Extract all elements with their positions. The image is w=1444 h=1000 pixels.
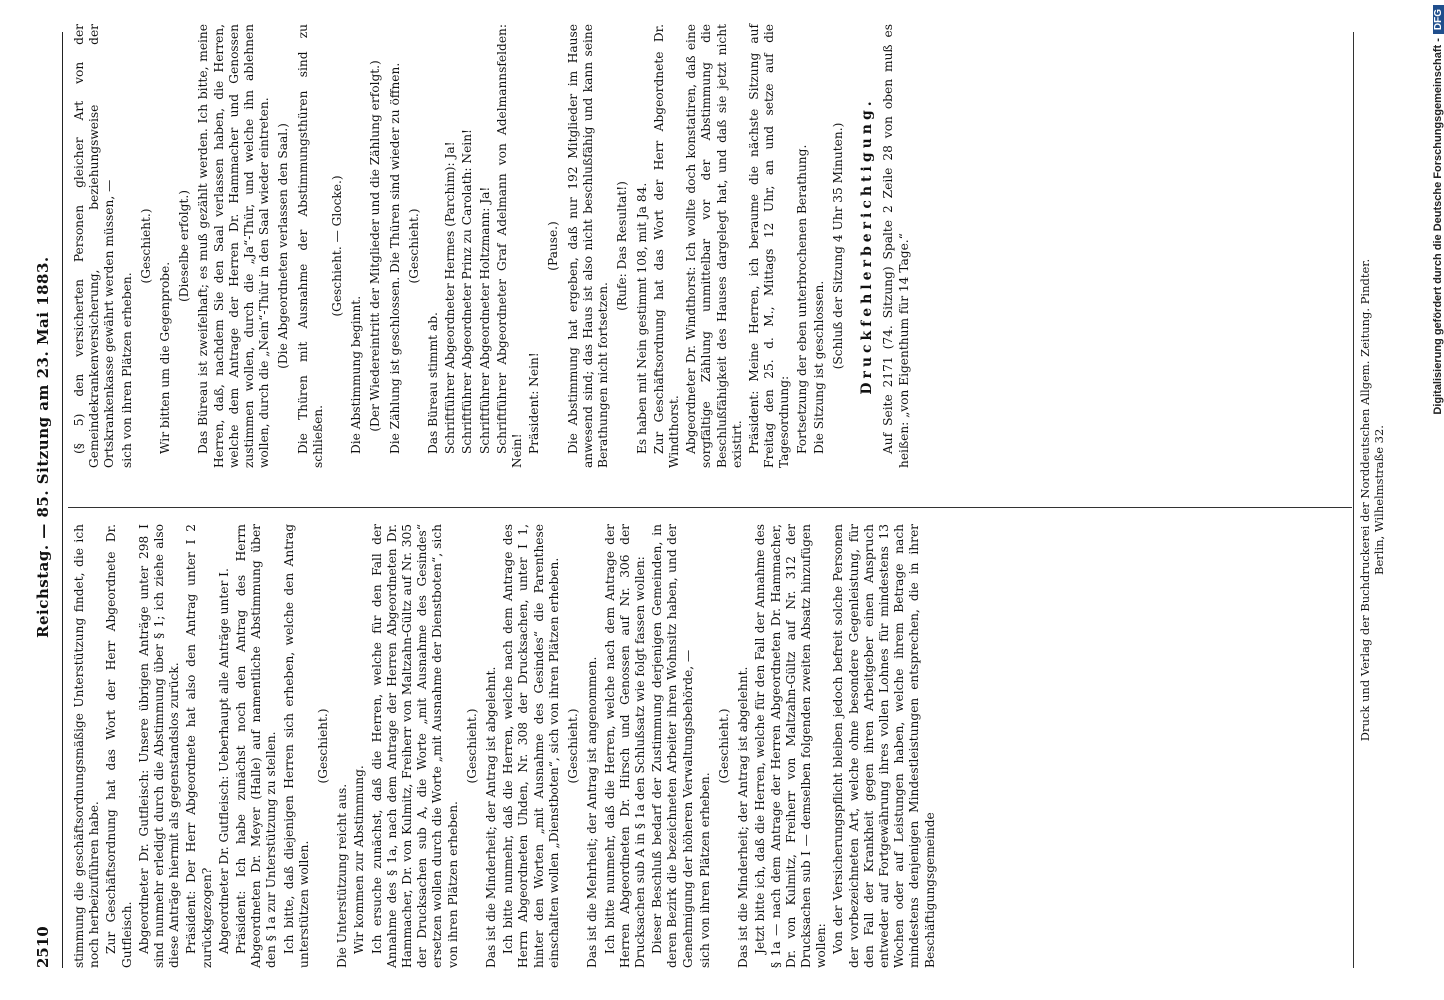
paragraph: Wir kommen zur Abstimmung. bbox=[352, 765, 367, 954]
paragraph: Präsident: Nein! bbox=[527, 352, 542, 454]
dfg-logo: DFG bbox=[1433, 5, 1444, 34]
paragraph: Die Thüren mit Ausnahme der Abstimmungsthüren sind zu schließen. bbox=[295, 24, 325, 468]
paragraph: Zur Geschäftsordnung hat das Wort der Herr Abgeordnete Dr. Windthorst. bbox=[651, 24, 681, 468]
stage-direction: (Geschieht.) bbox=[566, 708, 581, 784]
stage-direction: (Geschieht.) bbox=[716, 708, 731, 784]
paragraph: sich von ihren Plätzen erheben. bbox=[697, 772, 712, 968]
paragraph: Präsident: Meine Herren, ich beraume die nächste Sitzung auf Freitag den 25. d. M., Mittags 12 Uhr, an und setze auf die Tagesordnung: bbox=[746, 24, 792, 468]
printer-imprint bbox=[1353, 32, 1386, 968]
paragraph: (§ 5) den versicherten Personen gleicher Art von der Gemeindekrankenversicherung, beziehungsweise der Ortskrankenkasse gewährt werden müssen, — bbox=[72, 24, 117, 468]
imprint-line-1: Druck und Verlag der Buchdruckerei der Norddeutschen Allgem. Zeitung. Pindter. bbox=[1358, 258, 1372, 742]
paragraph: Schriftführer Abgeordneter Hermes (Parchim): Ja! bbox=[443, 141, 458, 454]
paragraph: Die Zählung ist geschlossen. Die Thüren sind wieder zu öffnen. bbox=[387, 62, 402, 454]
page-header bbox=[34, 32, 60, 968]
stage-direction: (Dieselbe erfolgt.) bbox=[177, 190, 192, 303]
header-rule bbox=[62, 32, 63, 968]
paragraph: Präsident: Ich habe zunächst noch den Antrag des Herrn Abgeordneten Dr. Meyer (Halle) auf namentliche Abstimmung über den § 1a zur Unterstützung zu stellen. bbox=[234, 524, 279, 968]
paragraph: stimmung die geschäftsordnungsmäßige Unterstützung findet, die ich noch herbeizuführen habe. bbox=[72, 524, 102, 968]
section-heading: Druckfehlerberichtigung. bbox=[859, 97, 876, 395]
page-number: 2510 bbox=[34, 926, 52, 968]
paragraph: Abgeordneter Dr. Windthorst: Ich wollte doch konstatiren, daß eine sorgfältige Zählung unmittelbar vor der Abstimmung die Beschlußfähigkeit des Hauses dargelegt hat, und daß sie jetzt nicht existirt. bbox=[684, 24, 744, 468]
stage-direction: (Der Wiedereintritt der Mitglieder und die Zählung erfolgt.) bbox=[368, 60, 383, 432]
paragraph: Zur Geschäftsordnung hat das Wort der Herr Abgeordnete Dr. Gutfleisch. bbox=[104, 524, 134, 968]
paragraph: Es haben mit Nein gestimmt 108, mit Ja 84. bbox=[634, 182, 649, 454]
column-separator bbox=[68, 507, 1352, 508]
paragraph: Schriftführer Abgeordneter Prinz zu Carolath: Nein! bbox=[460, 129, 475, 454]
paragraph: Ich bitte nunmehr, daß die Herren, welche nach dem Antrage der Herren Abgeordneten Dr. Hirsch und Genossen auf Nr. 306 der Drucksachen sub A in § 1a den Schlußsatz wie folgt fassen wollen: bbox=[602, 524, 647, 968]
paragraph: sich von ihren Plätzen erheben. bbox=[119, 272, 134, 468]
paragraph: Abgeordneter Dr. Gutfleisch: Ueberhaupt alle Anträge unter I. bbox=[216, 568, 231, 954]
paragraph: Dieser Beschluß bedarf der Zustimmung derjenigen Gemeinden, in deren Bezirk die bezeichneten Arbeiter ihren Wohnsitz haben, und der Genehmigung der höheren Verwaltungsbehörde, — bbox=[650, 524, 695, 968]
digitization-note-text bbox=[1432, 5, 1444, 995]
paragraph: Die Sitzung ist geschlossen. bbox=[811, 280, 826, 454]
paragraph: Das ist die Minderheit; der Antrag ist abgelehnt. bbox=[736, 666, 751, 968]
stage-direction: (Geschieht.) bbox=[464, 708, 479, 784]
paragraph: Schriftführer Abgeordneter Holtzmann: Ja! bbox=[477, 186, 492, 454]
funding-text: Digitalisierung gefördert durch die Deutsche Forschungsgemeinschaft - bbox=[1432, 38, 1444, 415]
paragraph: Die Abstimmung beginnt. bbox=[349, 295, 364, 454]
stage-direction: (Geschieht. — Glocke.) bbox=[330, 175, 345, 317]
paragraph: Abgeordneter Dr. Gutfleisch: Unsere übrigen Anträge unter 298 I sind nunmehr erledigt durch die Abstimmung über § 1; ich ziehe also diese Anträge hiermit als gegenstandslos zurück. bbox=[136, 524, 182, 968]
stage-direction: (Schluß der Sitzung 4 Uhr 35 Minuten.) bbox=[830, 122, 845, 370]
imprint-line-2: Berlin, Wilhelmstraße 32. bbox=[1372, 425, 1386, 575]
digitization-note bbox=[1406, 0, 1444, 1000]
document-page bbox=[8, 6, 1392, 994]
paragraph: Die Unterstützung reicht aus. bbox=[335, 783, 350, 968]
paragraph: Schriftführer Abgeordneter Graf Adelmann von Adelmannsfelden: Nein! bbox=[494, 24, 525, 468]
stage-direction: (Rufe: Das Resultat!) bbox=[615, 181, 630, 311]
left-column bbox=[72, 524, 940, 968]
paragraph: Fortsetzung der eben unterbrochenen Berathung. bbox=[794, 144, 809, 454]
stage-direction: (Geschieht.) bbox=[138, 208, 153, 284]
paragraph: Auf Seite 2171 (74. Sitzung) Spalte 2 Zeile 28 von oben muß es heißen: „von Eigenthum für 14 Tage.“ bbox=[881, 24, 911, 468]
stage-direction: (Geschieht.) bbox=[316, 708, 331, 784]
paragraph: Ich ersuche zunächst, daß die Herren, welche für den Fall der Annahme des § 1a, nach dem Antrage der Herren Abgeordneten Dr. Hammacher, Dr. von Kulmitz, Freiherr von Maltzahn-Gültz auf Nr. 305 der Drucksachen sub A, die Worte „mit Ausnahme des Gesindes“ ersetzen wollen durch die Worte „mit Ausnahme der Dienstboten“, sich von ihren Plätzen erheben. bbox=[369, 524, 460, 968]
paragraph: Wir bitten um die Gegenprobe. bbox=[158, 261, 173, 454]
stage-direction: (Geschieht.) bbox=[406, 208, 421, 284]
stage-direction: (Die Abgeordneten verlassen den Saal.) bbox=[276, 123, 291, 369]
stage-direction: (Pause.) bbox=[546, 221, 561, 271]
paragraph: Präsident: Der Herr Abgeordnete hat also den Antrag unter I 2 zurückgezogen? bbox=[184, 524, 214, 968]
right-column bbox=[72, 24, 914, 468]
paragraph: Das Büreau ist zweifelhaft; es muß gezählt werden. Ich bitte, meine Herren, daß, nachdem Sie den Saal verlassen haben, die Herren, welche dem Antrage der Herren Dr. Hammacher und Genossen zustimmen wollen, durch die „Ja“-Thür, und welche ihn ablehnen wollen, durch die „Nein“-Thür in den Saal wieder eintreten. bbox=[196, 24, 272, 468]
paragraph: Die Abstimmung hat ergeben, daß nur 192 Mitglieder im Hause anwesend sind; das Haus ist also nicht beschlußfähig und kann seine Berathungen nicht fortsetzen. bbox=[565, 24, 611, 468]
paragraph: Das Büreau stimmt ab. bbox=[426, 312, 441, 454]
paragraph: Das ist die Minderheit; der Antrag ist abgelehnt. bbox=[484, 666, 499, 968]
paragraph: Jetzt bitte ich, daß die Herren, welche für den Fall der Annahme des § 1a — nach dem Antrage der Herren Abgeordneten Dr. Hammacher, Dr. von Kulmitz, Freiherr von Maltzahn-Gültz auf Nr. 312 der Drucksachen sub I — demselben folgenden zweiten Absatz hinzufügen wollen: bbox=[753, 524, 829, 968]
paragraph: Von der Versicherungspflicht bleiben jedoch befreit solche Personen der vorbezeichneten Art, welche ohne besondere Gegenleistung, für den Fall der Krankheit gegen ihren Arbeitgeber einen Anspruch entweder auf Fortgewährung ihres vollen Lohnes für mindestens 13 Wochen oder auf Leistungen haben, welche ihrem Betrage nach mindestens denjenigen Mindestleistungen entsprechen, die in ihrer Beschäftigungsgemeinde bbox=[831, 524, 937, 968]
paragraph: Ich bitte, daß diejenigen Herren sich erheben, welche den Antrag unterstützen wollen. bbox=[281, 524, 311, 968]
paragraph: Das ist die Mehrheit; der Antrag ist angenommen. bbox=[585, 656, 600, 968]
running-title: Reichstag. — 85. Sitzung am 23. Mai 1883. bbox=[34, 256, 52, 638]
paragraph: Ich bitte nunmehr, daß die Herren, welche nach dem Antrage des Herrn Abgeordneten Uhden, Nr. 308 der Drucksachen, unter I 1, hinter den Worten „mit Ausnahme des Gesindes“ die Parenthese einschalten wollen „Dienstboten“, sich von ihren Plätzen erheben. bbox=[501, 524, 561, 968]
